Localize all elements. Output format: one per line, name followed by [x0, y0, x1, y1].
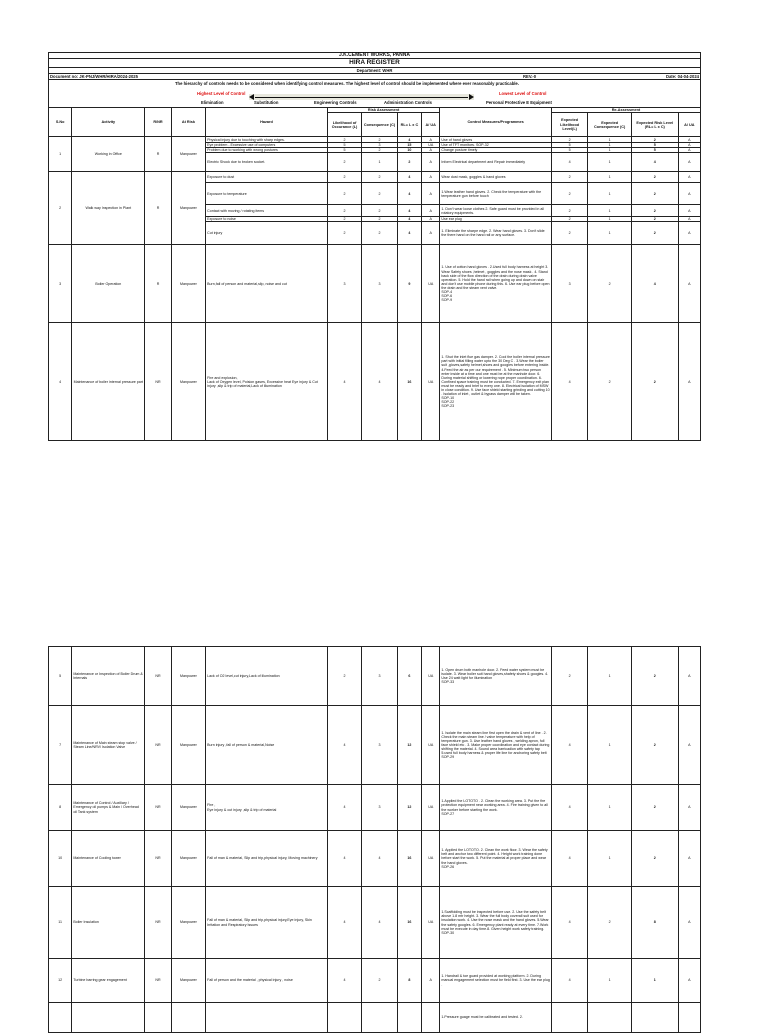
row-exp-likelihood: 2 — [551, 172, 588, 183]
row-consequence: 4 — [362, 887, 397, 959]
row-exp-likelihood: 2 — [551, 647, 588, 706]
row-at-risk — [171, 1003, 205, 1033]
row-likelihood: 4 — [327, 959, 361, 1003]
row-exp-consequence: 1 — [588, 785, 632, 831]
row-hazard: Exposure to dust — [206, 172, 328, 183]
row-control-measures: 1. Handrail & toe guard provided at working platform. 2. During manual engagement selection must be field first. 3. Use the ear plug . — [440, 959, 552, 1003]
row-acceptability: UA — [422, 647, 440, 706]
hierarchy-administration: Administration Controls — [384, 100, 432, 105]
row-likelihood: 4 — [327, 831, 361, 887]
col-risk-assessment: Risk Assessment — [327, 108, 440, 113]
row-activity: Maintenance of Main steam stop valve / Steam Line/NRV/ Isolation Valve — [72, 706, 145, 785]
row-rnr — [145, 1003, 171, 1033]
register-header — [48, 52, 701, 80]
row-rnr: NR — [145, 785, 171, 831]
row-risk-level: 12 — [397, 706, 421, 785]
row-control-measures: Use of TFT monitors. SOP-32 — [440, 143, 552, 148]
row-at-risk: Manpower — [171, 323, 205, 441]
table-row — [49, 1003, 701, 1033]
row-consequence: 3 — [362, 143, 397, 148]
row-risk-level: 4 — [397, 205, 421, 217]
row-exp-consequence — [588, 1003, 632, 1033]
row-control-measures: 1.Applied the LOTOTO . 2. Clean the working area. 3. Put the fire protection equipment near working area. 4. Fire training given to all the worker before starting the work. SOP-27 — [440, 785, 552, 831]
row-control-measures: Use ear plug — [440, 217, 552, 222]
row-exp-risk — [631, 1003, 678, 1033]
row-at-risk: Manpower — [171, 959, 205, 1003]
row-rnr: NR — [145, 647, 171, 706]
hierarchy-arrow — [249, 94, 474, 100]
row-consequence: 3 — [362, 706, 397, 785]
row-control-measures: 1.Wear leather hand gloves. 2. Check the temperature with the temperature gun before touch — [440, 183, 552, 205]
row-at-risk: Manpower — [171, 887, 205, 959]
row-exp-risk: 2 — [631, 222, 678, 245]
row-exp-risk: 5 — [631, 143, 678, 148]
row-likelihood: 3 — [327, 245, 361, 323]
row-exp-likelihood: 2 — [551, 217, 588, 222]
row-exp-acceptability: A — [678, 222, 700, 245]
row-exp-acceptability: A — [678, 205, 700, 217]
row-exp-consequence: 1 — [588, 831, 632, 887]
row-acceptability: A — [422, 172, 440, 183]
row-exp-consequence: 2 — [588, 887, 632, 959]
row-exp-acceptability: A — [678, 887, 700, 959]
col-exp-consequence: Expected Consequence (C) — [588, 113, 632, 137]
col-reassessment: Re-Assessment — [551, 108, 700, 113]
company-name: J.K.CEMENT WORKS, PANNA — [49, 53, 701, 59]
row-rnr: R — [145, 245, 171, 323]
col-sno: S.No — [49, 108, 72, 137]
hierarchy-elimination: Elimination — [201, 100, 224, 105]
row-consequence: 4 — [362, 323, 397, 441]
row-exp-likelihood: 2 — [551, 183, 588, 205]
table-row — [49, 245, 701, 323]
row-exp-likelihood: 3 — [551, 245, 588, 323]
row-consequence: 2 — [362, 148, 397, 153]
row-rnr: NR — [145, 959, 171, 1003]
row-exp-consequence: 1 — [588, 172, 632, 183]
row-risk-level: 4 — [397, 217, 421, 222]
row-consequence: 1 — [362, 153, 397, 172]
row-exp-risk: 2 — [631, 217, 678, 222]
register-title: HIRA REGISTER — [49, 59, 701, 68]
table-row — [49, 172, 701, 183]
row-acceptability: UA — [422, 143, 440, 148]
row-activity: Maintenance or Inspection of Boiler Drum & Internals — [72, 647, 145, 706]
row-control-measures: 1. Applied the LOTOTO. 2. Clean the work floor. 3. Wear the safety belt and anchor two different point. 4. Height work training done before start the work. 5. Put the material at proper place and wear the hand gloves. SOP-26 — [440, 831, 552, 887]
table-row — [49, 706, 701, 785]
hierarchy-of-controls — [48, 80, 701, 107]
row-likelihood — [327, 1003, 361, 1033]
table-row — [49, 831, 701, 887]
row-exp-consequence: 1 — [588, 205, 632, 217]
row-likelihood: 4 — [327, 323, 361, 441]
row-activity: Boiler Operation — [72, 245, 145, 323]
row-hazard: Fire , Eye injury & cut injury ,slip & trip of material — [206, 785, 328, 831]
row-acceptability: UA — [422, 887, 440, 959]
row-rnr: NR — [145, 323, 171, 441]
row-activity: Turbine barring gear engagement — [72, 959, 145, 1003]
row-risk-level — [397, 1003, 421, 1033]
row-likelihood: 2 — [327, 222, 361, 245]
row-exp-consequence: 1 — [588, 222, 632, 245]
row-hazard: Fall of man & material, Slip and trip,physical injury,Eye injury, Skin Irritation and Respiratory Issues — [206, 887, 328, 959]
row-acceptability: A — [422, 959, 440, 1003]
col-exp-risk: Expected Risk Level (RL= L x C) — [631, 113, 678, 137]
row-hazard: Fire and explosion, Lack of Oxygen level, Poision gases, Excessive heat Eye injury & Cut injury ,slip & trip of material,Lack of illumination — [206, 323, 328, 441]
department-label: Department: WHR — [49, 68, 701, 74]
row-exp-acceptability: A — [678, 831, 700, 887]
row-risk-level: 2 — [397, 153, 421, 172]
row-sno: 10 — [49, 831, 72, 887]
row-exp-risk: 2 — [631, 831, 678, 887]
row-sno: 7 — [49, 706, 72, 785]
row-hazard: Exposure to temperature — [206, 183, 328, 205]
row-risk-level: 16 — [397, 323, 421, 441]
col-exp-likelihood: Expected Likelihood Level(L) — [551, 113, 588, 137]
row-hazard: Burn,fall of person and material,slip, noise and cut — [206, 245, 328, 323]
row-likelihood: 2 — [327, 183, 361, 205]
row-consequence: 2 — [362, 172, 397, 183]
row-hazard: Burn injury ,fall of person & material,Noise — [206, 706, 328, 785]
row-hazard: Exposure to noise — [206, 217, 328, 222]
row-consequence — [362, 1003, 397, 1033]
row-acceptability: A — [422, 183, 440, 205]
row-exp-likelihood: 4 — [551, 887, 588, 959]
document-date: Date: 04-04-2024 — [517, 74, 701, 80]
row-consequence: 2 — [362, 205, 397, 217]
row-acceptability: A — [422, 148, 440, 153]
row-exp-risk: 2 — [631, 785, 678, 831]
row-hazard: Physical injury due to touching with sharp edges. — [206, 137, 328, 143]
row-risk-level: 4 — [397, 183, 421, 205]
row-at-risk: Manpower — [171, 785, 205, 831]
row-exp-risk: 2 — [631, 183, 678, 205]
hierarchy-note: The hierarchy of controls needs to be considered when identifying control measures. The highest level of control should be implemented where ever reasonably practicable. — [175, 81, 519, 86]
hierarchy-ppe: Personal Protective E Equipment — [486, 100, 552, 105]
row-exp-acceptability: A — [678, 217, 700, 222]
row-acceptability: A — [422, 222, 440, 245]
row-consequence: 3 — [362, 245, 397, 323]
row-hazard: Problem due to working with wrong postures — [206, 148, 328, 153]
document-number: Document no: JK-PNJ/WHR/HIRA/2024-2025 REV.-0 — [50, 74, 537, 79]
row-likelihood: 4 — [327, 706, 361, 785]
row-control-measures: 1. Eliminate the sharpe edge. 2. Wear hand gloves. 3. Don't slide the there hand on the hand rail or any surface. — [440, 222, 552, 245]
row-exp-consequence: 1 — [588, 148, 632, 153]
row-exp-acceptability: A — [678, 647, 700, 706]
row-activity — [72, 1003, 145, 1033]
row-hazard: Contact with moving / rotating items — [206, 205, 328, 217]
row-activity: Working in Office — [72, 137, 145, 172]
row-sno: 8 — [49, 785, 72, 831]
row-exp-consequence: 1 — [588, 183, 632, 205]
row-exp-consequence: 1 — [588, 959, 632, 1003]
row-risk-level: 16 — [397, 887, 421, 959]
row-activity: Maintenance of Control / Auxiliary / Emergency oil pumps & Main / Overhead oil Tank system — [72, 785, 145, 831]
row-sno: 3 — [49, 245, 72, 323]
row-exp-consequence: 1 — [588, 137, 632, 143]
table-row — [49, 785, 701, 831]
row-sno: 11 — [49, 887, 72, 959]
row-hazard: Electric Shock due to broken socket. — [206, 153, 328, 172]
row-control-measures: 1.Scaffolding must be inspected before use. 2. Use the safety belt above 1.8 mtr height. 3. Wear the full body coverall suit used for insulation work. 4. Use the nose mask and the hand gloves. 5.Wear the safety googles. 6. Emergency plant ready at every time. 7.Work must be execute in day time.8. Given height work safety training. SOP-30 — [440, 887, 552, 959]
col-exp-acceptability: A/ UA — [678, 113, 700, 137]
row-consequence: 3 — [362, 785, 397, 831]
row-exp-acceptability: A — [678, 148, 700, 153]
col-likelihood: Likelihood of Occurance (L) — [327, 113, 361, 137]
row-control-measures: 1. Isolate the main steam line first open the drain & vent of line . 2. Check the main steam line / valve temperature with help of temperature gun. 3. Use leather hand gloves , welding apron, full face shield etc . 3. Make proper coordination and eye contact during shifting the material. 4. Sound area barricadion with safety tap 5.used full body harness & proper life line for anchoring safety belt SOP-29 — [440, 706, 552, 785]
row-consequence: 3 — [362, 647, 397, 706]
row-acceptability: A — [422, 153, 440, 172]
row-at-risk: Manpower — [171, 172, 205, 245]
row-sno: 4 — [49, 323, 72, 441]
row-likelihood: 2 — [327, 205, 361, 217]
row-likelihood: 4 — [327, 785, 361, 831]
row-control-measures: 1. Use of cotton hand gloves . 2.Used full body harness at height 3. Wear Safety shoes ,helmet , goggles and the nose mask . 4. Stand back side of the flow direction of the drain during drain valve operation. 5. Hold the hand rail when going up and down on stair and don't use mobile phone during this. 6. Use ear plug before open the drain and the steam vent valve. SOP-4 SOP-6 SOP-9 — [440, 245, 552, 323]
row-hazard: Fall of man & material, Slip and trip,physical injury, Moving machinery — [206, 831, 328, 887]
hierarchy-substitution: Substitution — [254, 100, 279, 105]
col-activity: Activity — [72, 108, 145, 137]
row-acceptability: UA — [422, 831, 440, 887]
row-sno: 1 — [49, 137, 72, 172]
row-acceptability: A — [422, 205, 440, 217]
row-likelihood: 2 — [327, 217, 361, 222]
row-exp-acceptability — [678, 1003, 700, 1033]
row-at-risk: Manpower — [171, 137, 205, 172]
row-sno: 12 — [49, 959, 72, 1003]
col-acceptability: A/ UA — [422, 113, 440, 137]
hira-sheet-page-2 — [48, 646, 701, 1033]
row-risk-level: 4 — [397, 172, 421, 183]
row-exp-consequence: 1 — [588, 143, 632, 148]
row-consequence: 2 — [362, 959, 397, 1003]
row-activity: Boiler Insulation — [72, 887, 145, 959]
row-exp-acceptability: A — [678, 153, 700, 172]
row-control-measures: 1. Open drum both manhole door. 2. Feed water system must be isolate. 3. Wear boiler suit hand gloves,shafety shoes & googles. 4. Use 24 watt light for illumination SOP-33 — [440, 647, 552, 706]
col-risk-level: RL= L x C — [397, 113, 421, 137]
row-exp-likelihood: 4 — [551, 959, 588, 1003]
row-control-measures: Change posture timely — [440, 148, 552, 153]
row-risk-level: 6 — [397, 647, 421, 706]
row-exp-risk: 2 — [631, 323, 678, 441]
table-row — [49, 323, 701, 441]
row-exp-risk: 2 — [631, 172, 678, 183]
row-exp-risk: 2 — [631, 647, 678, 706]
row-exp-risk: 2 — [631, 706, 678, 785]
row-sno: 5 — [49, 647, 72, 706]
row-rnr: R — [145, 137, 171, 172]
row-consequence: 2 — [362, 217, 397, 222]
row-exp-acceptability: A — [678, 137, 700, 143]
row-likelihood: 2 — [327, 647, 361, 706]
revision-label: REV.-0 — [523, 74, 537, 79]
row-acceptability: A — [422, 217, 440, 222]
row-acceptability: UA — [422, 245, 440, 323]
row-exp-risk: 2 — [631, 137, 678, 143]
row-consequence: 2 — [362, 222, 397, 245]
row-exp-acceptability: A — [678, 172, 700, 183]
row-at-risk: Manpower — [171, 831, 205, 887]
hira-table-continued — [48, 646, 701, 1033]
row-hazard: Fall of person and the material , physical injury , noise — [206, 959, 328, 1003]
row-control-measures: 1. Don't wear loose clothes 2. Safe guard must be provided in all rotatory equipments. — [440, 205, 552, 217]
row-activity: Maintenance of boiler internal pressure part — [72, 323, 145, 441]
table-row — [49, 887, 701, 959]
row-control-measures: 1. Shut the inlet flue gas damper. 2. Cool the boiler internal pressure part with initial filling water upto the 30 Deg C . 3.Wear the boiler suit ,gloves,safety helmet,shoes and googles before entering inside. 4.Feed the air as per our requirement . 5. Minimum two person enter inside at a time and one must be at the manhole door. 6. During material shifting or lowering rope proper coordination. 6. Confined space training must be conducted. 7. Emergency exit plan must be ready and brief to every one. 8. Electrical isolation of MSW in close condition. 9. Use face shield starting grinding and cutting 10 . Isolation of inlet , outlet & bypass damper will be taken. SOP-10 SOP-22 SOP-23 — [440, 323, 552, 441]
row-exp-consequence: 1 — [588, 706, 632, 785]
row-risk-level: 15 — [397, 143, 421, 148]
row-risk-level: 8 — [397, 959, 421, 1003]
row-risk-level: 16 — [397, 831, 421, 887]
row-at-risk: Manpower — [171, 245, 205, 323]
row-exp-likelihood: 2 — [551, 222, 588, 245]
row-control-measures: Use of hand gloves — [440, 137, 552, 143]
row-exp-likelihood: 4 — [551, 785, 588, 831]
col-consequence: Consequence (C) — [362, 113, 397, 137]
row-control-measures: Inform Electrical department and Repair immediately — [440, 153, 552, 172]
row-hazard: Eye problem - Excessive use of computers — [206, 143, 328, 148]
row-likelihood: 5 — [327, 143, 361, 148]
row-exp-risk: 4 — [631, 245, 678, 323]
row-exp-consequence: 1 — [588, 153, 632, 172]
row-acceptability: A — [422, 137, 440, 143]
row-exp-risk: 1 — [631, 959, 678, 1003]
row-control-measures: Wear dust mask, goggles & hand gloves — [440, 172, 552, 183]
row-exp-acceptability: A — [678, 143, 700, 148]
row-exp-likelihood: 4 — [551, 153, 588, 172]
hira-sheet-page-1 — [48, 52, 701, 441]
row-exp-likelihood: 2 — [551, 205, 588, 217]
row-exp-risk: 4 — [631, 153, 678, 172]
row-exp-likelihood: 4 — [551, 706, 588, 785]
hira-table — [48, 107, 701, 441]
highest-control-label: Highest Level of Control — [197, 91, 246, 96]
row-exp-likelihood: 4 — [551, 323, 588, 441]
row-risk-level: 4 — [397, 137, 421, 143]
row-sno — [49, 1003, 72, 1033]
row-hazard — [206, 1003, 328, 1033]
row-exp-consequence: 2 — [588, 323, 632, 441]
row-at-risk: Manpower — [171, 647, 205, 706]
row-control-measures: 1.Pressure guage must be calibrated and tested. 2. — [440, 1003, 552, 1033]
row-exp-acceptability: A — [678, 323, 700, 441]
row-risk-level: 4 — [397, 222, 421, 245]
row-likelihood: 2 — [327, 172, 361, 183]
row-exp-acceptability: A — [678, 706, 700, 785]
row-exp-acceptability: A — [678, 959, 700, 1003]
row-acceptability — [422, 1003, 440, 1033]
row-exp-likelihood: 2 — [551, 137, 588, 143]
row-exp-consequence: 1 — [588, 647, 632, 706]
row-exp-acceptability: A — [678, 183, 700, 205]
row-at-risk: Manpower — [171, 706, 205, 785]
row-acceptability: UA — [422, 706, 440, 785]
row-exp-likelihood: 5 — [551, 143, 588, 148]
row-hazard: Cut injury — [206, 222, 328, 245]
row-risk-level: 9 — [397, 245, 421, 323]
row-risk-level: 12 — [397, 785, 421, 831]
row-rnr: NR — [145, 887, 171, 959]
hierarchy-engineering: Engineering Controls — [314, 100, 357, 105]
row-exp-risk: 5 — [631, 148, 678, 153]
row-likelihood: 2 — [327, 153, 361, 172]
row-exp-risk: 8 — [631, 887, 678, 959]
col-rnr: R/NR — [145, 108, 171, 137]
row-acceptability: UA — [422, 323, 440, 441]
row-exp-acceptability: A — [678, 785, 700, 831]
col-hazard: Hazard — [206, 108, 328, 137]
row-activity: Walk way Inspection in Plant — [72, 172, 145, 245]
row-exp-consequence: 2 — [588, 245, 632, 323]
row-rnr: NR — [145, 831, 171, 887]
row-likelihood: 5 — [327, 148, 361, 153]
col-control-measures: Control Measures/Programmes — [440, 108, 552, 137]
row-risk-level: 10 — [397, 148, 421, 153]
lowest-control-label: Lowest Level of Control — [499, 91, 547, 96]
table-row — [49, 647, 701, 706]
row-likelihood: 2 — [327, 137, 361, 143]
row-exp-likelihood — [551, 1003, 588, 1033]
row-rnr: R — [145, 172, 171, 245]
col-at-risk: At Risk — [171, 108, 205, 137]
row-exp-likelihood: 5 — [551, 148, 588, 153]
row-hazard: Lack of O2 level,cut injury,Lack of illumination — [206, 647, 328, 706]
table-row — [49, 959, 701, 1003]
row-exp-likelihood: 4 — [551, 831, 588, 887]
row-exp-risk: 2 — [631, 205, 678, 217]
row-consequence: 2 — [362, 183, 397, 205]
row-sno: 2 — [49, 172, 72, 245]
row-activity: Maintenance of Cooling tower — [72, 831, 145, 887]
row-exp-consequence: 1 — [588, 217, 632, 222]
row-consequence: 4 — [362, 831, 397, 887]
row-rnr: NR — [145, 706, 171, 785]
row-consequence: 2 — [362, 137, 397, 143]
row-acceptability: UA — [422, 785, 440, 831]
row-likelihood: 4 — [327, 887, 361, 959]
row-exp-acceptability: A — [678, 245, 700, 323]
